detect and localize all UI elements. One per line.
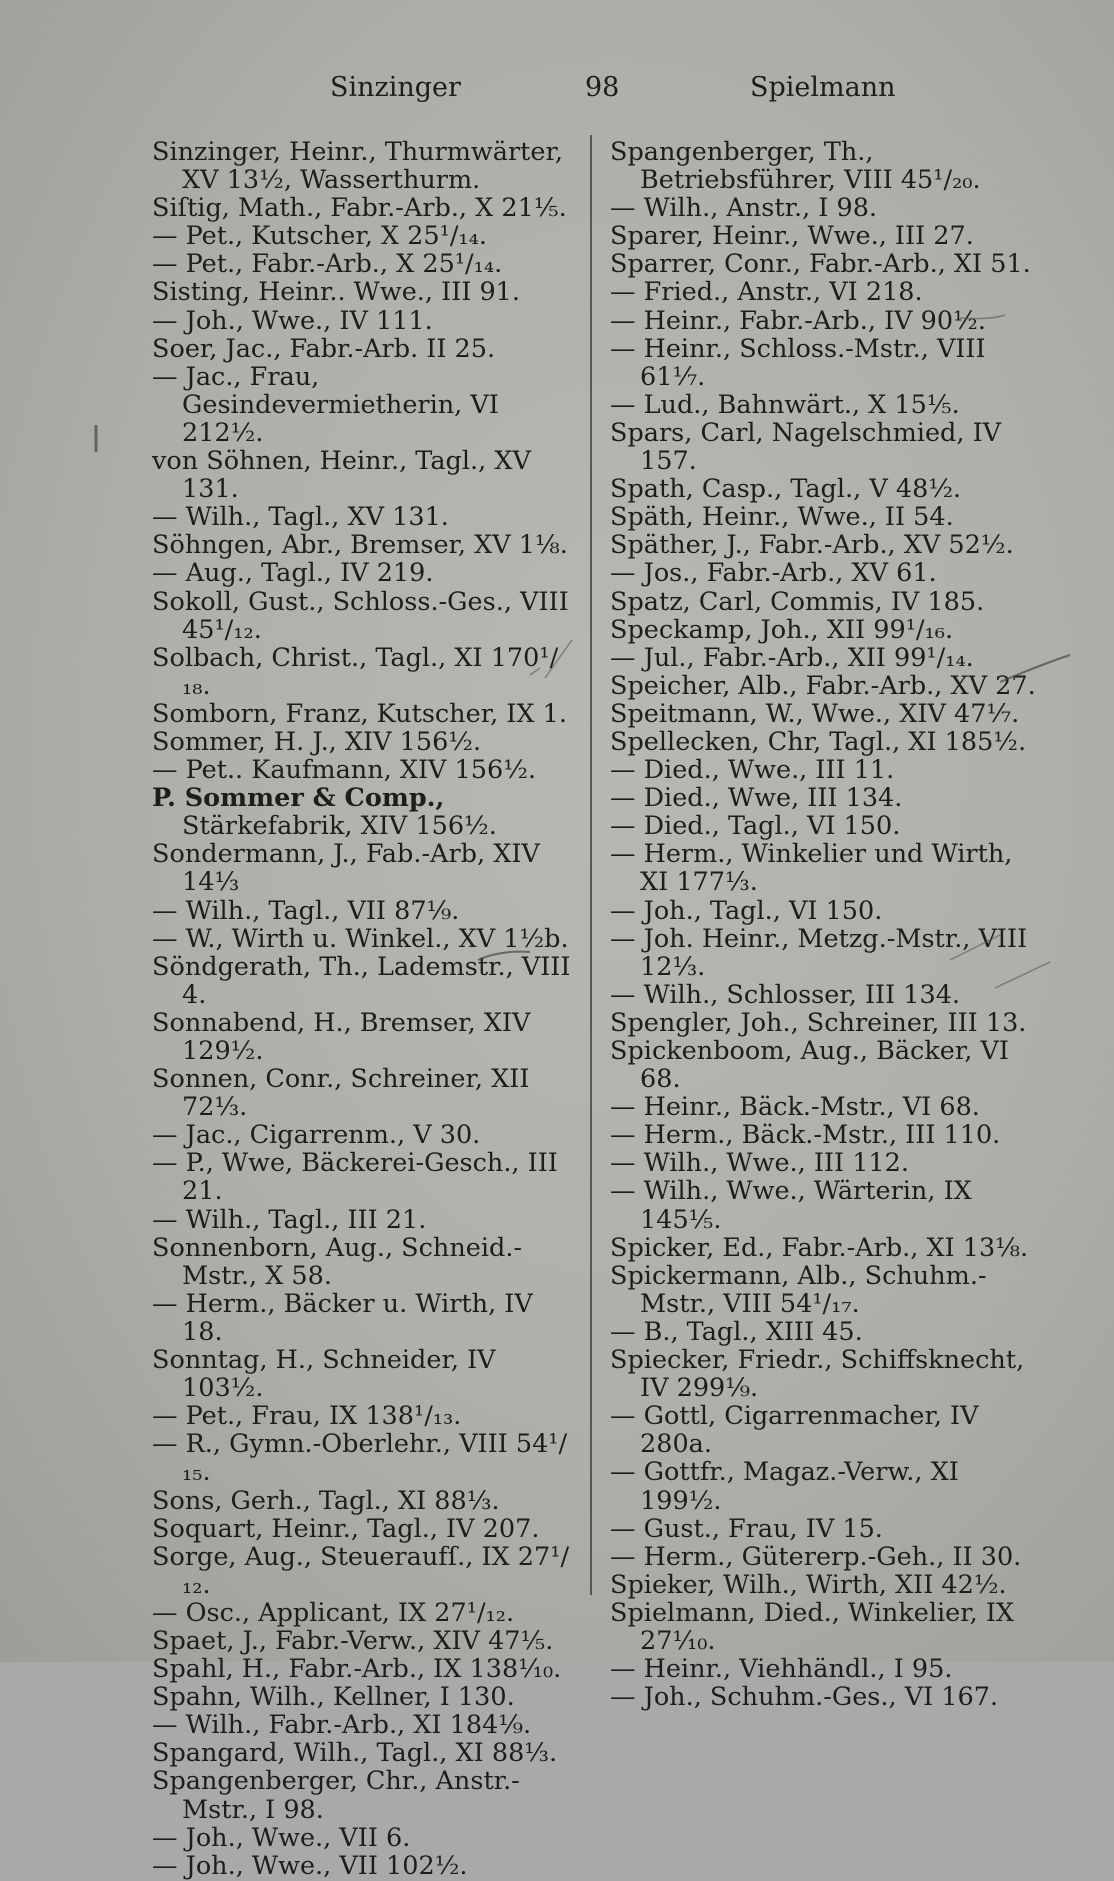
directory-entry — [152, 1009, 572, 1065]
entry-text: Spath, Casp., Tagl., V 48½. — [610, 474, 962, 505]
directory-entry — [152, 840, 572, 896]
column-divider — [590, 135, 592, 1595]
entry-text: Sonntag, H., Schneider, IV 103½. — [152, 1345, 496, 1404]
directory-entry — [610, 1093, 1040, 1121]
entry-text: — Heinr., Viehhändl., I 95. — [610, 1654, 953, 1685]
entry-text: Spielmann, Died., Winkelier, IX 27⅒. — [610, 1597, 1015, 1656]
entry-text: — P., Wwe, Bäckerei-Gesch., III 21. — [152, 1148, 558, 1207]
directory-entry — [610, 616, 1040, 644]
directory-entry — [152, 250, 572, 278]
entry-text: Sisting, Heinr.. Wwe., III 91. — [152, 277, 521, 308]
entry-text: — Died., Wwe, III 134. — [610, 783, 903, 814]
entry-text: — Jul., Fabr.-Arb., XII 99¹/₁₄. — [610, 642, 974, 673]
directory-entry — [152, 784, 572, 840]
entry-text: Somborn, Franz, Kutscher, IX 1. — [152, 698, 567, 729]
entry-text: — Wilh., Anstr., I 98. — [610, 193, 878, 224]
entry-text: Spahn, Wilh., Kellner, I 130. — [152, 1682, 515, 1713]
entry-text: — Joh., Wwe., IV 111. — [152, 305, 433, 336]
entry-text: Spatz, Carl, Commis, IV 185. — [610, 586, 985, 617]
directory-entry — [610, 672, 1040, 700]
directory-entry — [610, 784, 1040, 812]
entry-text: Soer, Jac., Fabr.-Arb. II 25. — [152, 333, 496, 364]
entry-text: — Joh., Schuhm.-Ges., VI 167. — [610, 1682, 999, 1713]
page-number: 98 — [585, 72, 620, 103]
header-left-catchword: Sinzinger — [330, 72, 461, 103]
directory-entry — [610, 503, 1040, 531]
entry-text: — Gottl, Cigarrenmacher, IV 280a. — [610, 1401, 979, 1460]
entry-text: Spiecker, Friedr., Schiffsknecht, IV 299⅑. — [610, 1345, 1025, 1404]
entry-text: — Aug., Tagl., IV 219. — [152, 558, 434, 589]
directory-entry — [152, 1149, 572, 1205]
entry-text: Stärkefabrik, XIV 156½. — [182, 811, 497, 842]
entry-text: von Söhnen, Heinr., Tagl., XV 131. — [152, 446, 531, 505]
directory-entry — [610, 1234, 1040, 1262]
directory-entry — [152, 1824, 572, 1852]
entry-text: Sonnen, Conr., Schreiner, XII 72⅓. — [152, 1064, 530, 1123]
directory-entry — [152, 1599, 572, 1627]
entry-text: — Wilh., Schlosser, III 134. — [610, 979, 961, 1010]
left-column — [152, 138, 572, 1880]
directory-entry — [152, 1852, 572, 1880]
directory-entry — [610, 475, 1040, 503]
directory-entry — [152, 1206, 572, 1234]
directory-entry — [610, 1655, 1040, 1683]
entry-text: — Pet.. Kaufmann, XIV 156½. — [152, 755, 537, 786]
directory-entry — [610, 644, 1040, 672]
entry-text: — Jac., Cigarrenm., V 30. — [152, 1120, 481, 1151]
entry-text: Spicker, Ed., Fabr.-Arb., XI 13⅛. — [610, 1232, 1029, 1263]
directory-entry — [152, 1515, 572, 1543]
entry-text: Solbach, Christ., Tagl., XI 170¹/₁₈. — [152, 642, 559, 701]
entry-text: Spaet, J., Fabr.-Verw., XIV 47⅕. — [152, 1625, 554, 1656]
directory-entry — [610, 1009, 1040, 1037]
entry-text: — Pet., Fabr.-Arb., X 25¹/₁₄. — [152, 249, 503, 280]
directory-entry — [610, 1177, 1040, 1233]
entry-text: — Wilh., Wwe., III 112. — [610, 1148, 909, 1179]
entry-text: Sorge, Aug., Steueraufſ., IX 27¹/₁₂. — [152, 1541, 570, 1600]
directory-entry — [610, 222, 1040, 250]
directory-entry — [610, 925, 1040, 981]
entry-text: Spahl, H., Fabr.-Arb., IX 138⅒. — [152, 1654, 562, 1685]
directory-entry — [610, 307, 1040, 335]
entry-text: — B., Tagl., XIII 45. — [610, 1316, 863, 1347]
entry-text: — Wilh., Tagl., III 21. — [152, 1204, 427, 1235]
directory-entry — [152, 1065, 572, 1121]
directory-entry — [152, 588, 572, 644]
entry-text: — Joh., Wwe., VII 6. — [152, 1822, 411, 1853]
directory-entry — [152, 897, 572, 925]
header-right-catchword: Spielmann — [750, 72, 896, 103]
directory-entry — [610, 335, 1040, 391]
entry-text: — Wilh., Tagl., XV 131. — [152, 502, 449, 533]
directory-entry — [610, 1515, 1040, 1543]
directory-entry — [152, 194, 572, 222]
directory-entry — [610, 1599, 1040, 1655]
directory-entry — [152, 1767, 572, 1823]
directory-entry — [152, 222, 572, 250]
entry-text: Spieker, Wilh., Wirth, XII 42½. — [610, 1569, 1007, 1600]
entry-text: Söndgerath, Th., Lademstr., VIII 4. — [152, 951, 571, 1010]
directory-entry — [610, 897, 1040, 925]
entry-text: — Died., Wwe., III 11. — [610, 755, 895, 786]
directory-entry — [610, 756, 1040, 784]
entry-text: Späther, J., Fabr.-Arb., XV 52½. — [610, 530, 1014, 561]
directory-entry — [152, 307, 572, 335]
entry-text: Soquart, Heinr., Tagl., IV 207. — [152, 1513, 540, 1544]
directory-entry — [610, 700, 1040, 728]
entry-text: Sonnabend, H., Bremser, XIV 129½. — [152, 1007, 531, 1066]
entry-text: — Herm., Winkelier und Wirth, XI 177⅓. — [610, 839, 1013, 898]
directory-entry — [610, 278, 1040, 306]
directory-entry — [152, 559, 572, 587]
directory-entry — [610, 419, 1040, 475]
entry-text: Spickenboom, Aug., Bäcker, VI 68. — [610, 1036, 1009, 1095]
entry-text: — Joh. Heinr., Metzg.-Mstr., VIII 12⅓. — [610, 923, 1028, 982]
directory-entry — [152, 1346, 572, 1402]
entry-text: Sparer, Heinr., Wwe., III 27. — [610, 221, 974, 252]
directory-entry — [610, 1543, 1040, 1571]
directory-entry — [610, 391, 1040, 419]
entry-text: — Joh., Tagl., VI 150. — [610, 895, 883, 926]
directory-entry — [152, 363, 572, 447]
entry-text: Späth, Heinr., Wwe., II 54. — [610, 502, 954, 533]
directory-entry — [152, 728, 572, 756]
directory-entry — [152, 1121, 572, 1149]
page-header — [150, 72, 1030, 112]
entry-text: — Herm., Bäcker u. Wirth, IV 18. — [152, 1288, 533, 1347]
entry-text: — Heinr., Bäck.-Mstr., VI 68. — [610, 1092, 980, 1123]
directory-entry — [610, 1037, 1040, 1093]
directory-entry — [152, 953, 572, 1009]
entry-text: — Gust., Frau, IV 15. — [610, 1513, 883, 1544]
entry-text: Speitmann, W., Wwe., XIV 47⅐. — [610, 698, 1020, 729]
directory-entry — [610, 1458, 1040, 1514]
entry-text: Söhngen, Abr., Bremser, XV 1⅛. — [152, 530, 568, 561]
entry-text: — Jac., Frau, Gesindevermietherin, VI 212½. — [152, 361, 499, 448]
directory-entry — [610, 1318, 1040, 1346]
entry-text: Spickermann, Alb., Schuhm.-Mstr., VIII 54¹/₁₇. — [610, 1260, 987, 1319]
entry-text: Spangard, Wilh., Tagl., XI 88⅓. — [152, 1738, 558, 1769]
directory-entry — [152, 1627, 572, 1655]
entry-text: Sokoll, Gust., Schloss.-Ges., VIII 45¹/₁₂. — [152, 586, 569, 645]
directory-entry — [610, 1346, 1040, 1402]
entry-text: — Wilh., Wwe., Wärterin, IX 145⅕. — [610, 1176, 972, 1235]
directory-entry — [152, 1290, 572, 1346]
directory-entry — [610, 1121, 1040, 1149]
directory-entry — [610, 194, 1040, 222]
entry-text: Sons, Gerh., Tagl., XI 88⅓. — [152, 1485, 500, 1516]
directory-entry — [610, 1402, 1040, 1458]
directory-entry — [152, 925, 572, 953]
entry-text: — Pet., Kutscher, X 25¹/₁₄. — [152, 221, 487, 252]
directory-entry — [610, 728, 1040, 756]
entry-text: Sparrer, Conr., Fabr.-Arb., XI 51. — [610, 249, 1031, 280]
directory-entry — [152, 1711, 572, 1739]
directory-entry — [152, 1739, 572, 1767]
entry-text: Spars, Carl, Nagelschmied, IV 157. — [610, 417, 1002, 477]
directory-entry — [152, 1487, 572, 1515]
directory-entry — [610, 588, 1040, 616]
directory-entry — [152, 1402, 572, 1430]
directory-entry — [610, 840, 1040, 896]
entry-text: Siſtig, Math., Fabr.-Arb., X 21⅕. — [152, 193, 567, 224]
directory-entry — [610, 250, 1040, 278]
directory-entry — [152, 531, 572, 559]
directory-entry — [152, 700, 572, 728]
entry-text: Sonnenborn, Aug., Schneid.-Mstr., X 58. — [152, 1232, 523, 1291]
entry-text: — W., Wirth u. Winkel., XV 1½b. — [152, 923, 569, 954]
entry-text: — R., Gymn.-Oberlehr., VIII 54¹/₁₅. — [152, 1429, 568, 1488]
entry-text: — Pet., Frau, IX 138¹/₁₃. — [152, 1401, 462, 1432]
entry-text: — Died., Tagl., VI 150. — [610, 811, 901, 842]
directory-entry — [152, 1543, 572, 1599]
entry-text: — Herm., Bäck.-Mstr., III 110. — [610, 1120, 1001, 1151]
entry-text: — Wilh., Fabr.-Arb., XI 184⅑. — [152, 1710, 532, 1741]
directory-entry — [152, 138, 572, 194]
directory-entry — [610, 1149, 1040, 1177]
entry-text: Spellecken, Chr, Tagl., XI 185½. — [610, 726, 1027, 757]
entry-company-name: P. Sommer & Comp., — [152, 783, 445, 814]
entry-text: Sommer, H. J., XIV 156½. — [152, 726, 482, 757]
directory-entry — [610, 812, 1040, 840]
directory-entry — [152, 1683, 572, 1711]
entry-text: Speckamp, Joh., XII 99¹/₁₆. — [610, 614, 954, 645]
directory-entry — [610, 559, 1040, 587]
directory-entry — [152, 503, 572, 531]
directory-entry — [610, 138, 1040, 194]
entry-text: — Lud., Bahnwärt., X 15⅕. — [610, 389, 960, 420]
directory-entry — [152, 756, 572, 784]
directory-entry — [152, 644, 572, 700]
entry-text: — Osc., Applicant, IX 27¹/₁₂. — [152, 1597, 515, 1628]
directory-entry — [152, 1655, 572, 1683]
entry-text: — Herm., Gütererp.-Geh., II 30. — [610, 1541, 1022, 1572]
directory-entry — [152, 1430, 572, 1486]
directory-entry — [152, 278, 572, 306]
directory-entry — [610, 531, 1040, 559]
entry-text: — Heinr., Schloss.-Mstr., VIII 61⅐. — [610, 333, 986, 392]
entry-text: Sondermann, J., Fab.-Arb, XIV 14⅓ — [152, 839, 540, 898]
entry-text: — Wilh., Tagl., VII 87⅑. — [152, 895, 460, 926]
directory-entry — [610, 1683, 1040, 1711]
entry-text: — Fried., Anstr., VI 218. — [610, 277, 923, 308]
entry-text: — Joh., Wwe., VII 102½. — [152, 1850, 468, 1881]
entry-text: Sinzinger, Heinr., Thurmwärter, XV 13½, Wasserthurm. — [152, 137, 563, 196]
directory-entry — [610, 1262, 1040, 1318]
right-column — [610, 138, 1040, 1711]
entry-text: Spengler, Joh., Schreiner, III 13. — [610, 1007, 1027, 1038]
entry-text: Spangenberger, Th., Betriebsführer, VIII 45¹/₂₀. — [610, 137, 981, 196]
entry-text: — Jos., Fabr.-Arb., XV 61. — [610, 558, 937, 589]
directory-entry — [152, 335, 572, 363]
directory-entry — [610, 1571, 1040, 1599]
directory-entry — [610, 981, 1040, 1009]
directory-entry — [152, 1234, 572, 1290]
entry-text: — Heinr., Fabr.-Arb., IV 90½. — [610, 305, 986, 336]
entry-text: Speicher, Alb., Fabr.-Arb., XV 27. — [610, 670, 1036, 701]
entry-text: Spangenberger, Chr., Anstr.-Mstr., I 98. — [152, 1766, 520, 1825]
directory-entry — [152, 447, 572, 503]
entry-text: — Gottfr., Magaz.-Verw., XI 199½. — [610, 1457, 959, 1516]
